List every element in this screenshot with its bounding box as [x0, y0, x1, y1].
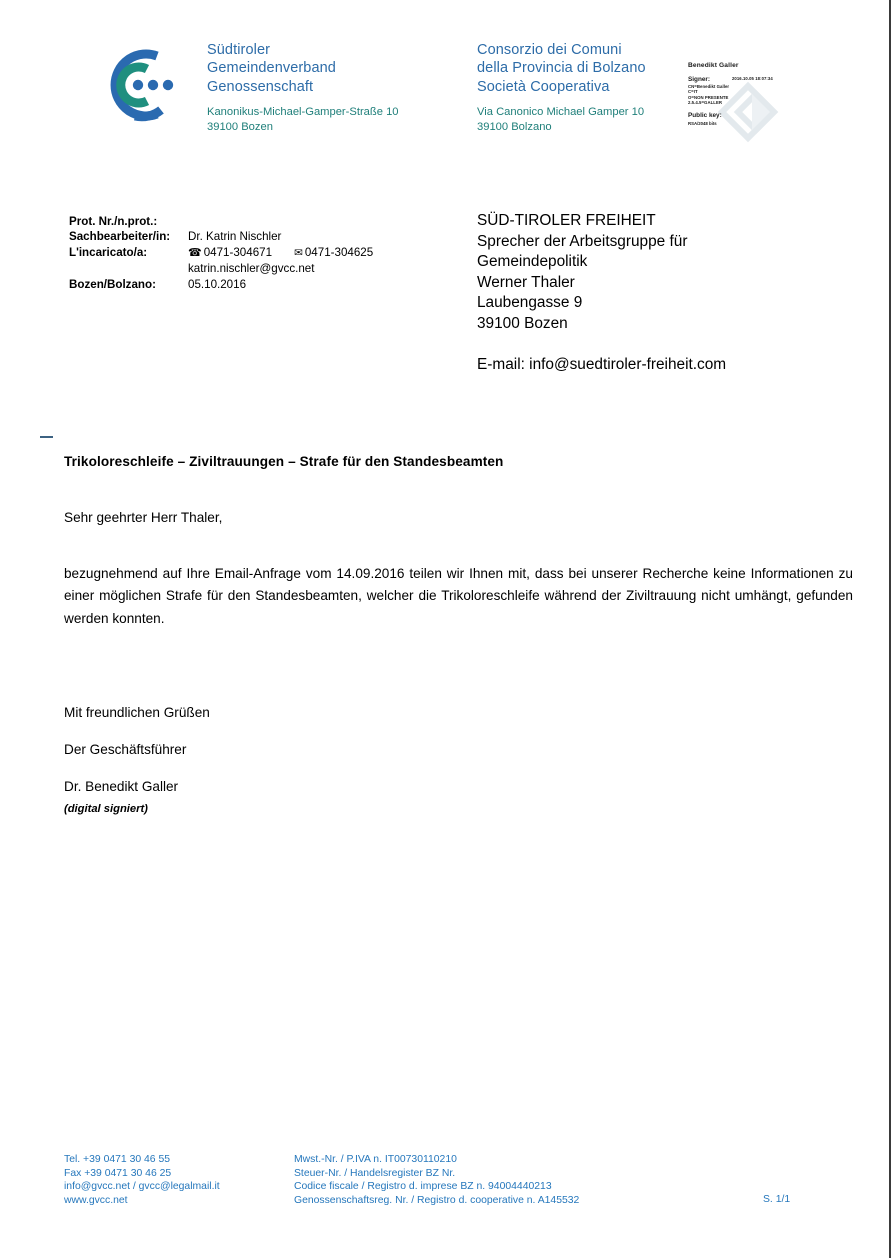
recipient-address-block — [477, 211, 837, 375]
org-name-german — [207, 41, 457, 96]
signature-public-key-label: Public key: — [688, 111, 722, 119]
footer-legal-column — [294, 1153, 579, 1207]
gvcc-arcs-dots-logo-icon — [97, 44, 175, 126]
footer-contact-column — [64, 1153, 220, 1207]
letter-date: 05.10.2016 — [188, 277, 247, 291]
prot-label: Prot. Nr./n.prot.: — [69, 215, 158, 228]
closing-role: Der Geschäftsführer — [64, 742, 187, 757]
telephone-icon: ☎ — [188, 246, 202, 259]
recipient-line-4: Werner Thaler — [477, 273, 575, 291]
letterhead — [0, 0, 891, 180]
signature-public-key-value: RSA/2048 bits — [688, 120, 717, 126]
org-name-italian — [477, 41, 707, 96]
footer-cooperative-register: Genossenschaftsreg. Nr. / Registro d. cooperative n. A145532 — [294, 1194, 580, 1206]
phone-number: 0471-304671 — [203, 245, 273, 259]
closing-greeting: Mit freundlichen Grüßen — [64, 705, 210, 720]
signature-detail-c: C=IT — [688, 89, 698, 95]
org-name-italian-line2: della Provincia di Bolzano — [477, 60, 646, 77]
recipient-email[interactable]: E-mail: info@suedtiroler-freiheit.com — [477, 355, 727, 373]
letter-subject: Trikoloreschleife – Ziviltrauungen – Strafe für den Standesbeamten — [64, 454, 504, 469]
fax-entry — [294, 245, 373, 261]
signature-stamp-text — [688, 62, 793, 126]
reference-row-handler-de — [69, 229, 449, 244]
org-name-german-line2: Gemeindenverband — [207, 60, 336, 77]
recipient-spacer — [477, 335, 837, 355]
handler-email[interactable]: katrin.nischler@gvcc.net — [188, 262, 315, 276]
fax-icon: ✉ — [294, 246, 303, 259]
org-block-italian — [477, 41, 707, 134]
handler-label-german: Sachbearbeiter/in: — [69, 230, 171, 244]
reference-row-email — [69, 261, 449, 276]
org-address-german — [207, 105, 457, 134]
letter-salutation: Sehr geehrter Herr Thaler, — [64, 510, 223, 525]
signature-detail-cn: CN=Benedikt Galler — [688, 84, 730, 89]
footer-fiscal-code: Codice fiscale / Registro d. imprese BZ n. 94004440213 — [294, 1181, 552, 1193]
footer-email[interactable]: info@gvcc.net / gvcc@legalmail.it — [64, 1181, 220, 1193]
signature-signer-label: Signer: — [688, 76, 711, 83]
letter-closing-block — [64, 694, 210, 805]
org-name-italian-line3: Società Cooperativa — [477, 78, 610, 95]
handler-name: Dr. Katrin Nischler — [188, 230, 282, 244]
letter-body-paragraph: bezugnehmend auf Ihre Email-Anfrage vom 14.09.2016 teilen wir Ihnen mit, dass bei unserer Recherche keine Informationen zu einer möglichen Strafe für den Standesbeamten, welcher die Trikoloreschleife während der Ziviltrauung nicht umhängt, gefunden werden konnten. — [64, 566, 853, 626]
recipient-line-3: Gemeindepolitik — [477, 253, 588, 271]
footer-tel: Tel. +39 0471 30 46 55 — [64, 1154, 171, 1165]
org-address-german-city: 39100 Bozen — [207, 120, 273, 133]
reference-row-handler-it — [69, 245, 449, 261]
phone-entry — [188, 245, 272, 261]
place-label: Bozen/Bolzano: — [69, 277, 156, 291]
footer-vat: Mwst.-Nr. / P.IVA n. IT00730110210 — [294, 1154, 457, 1165]
reference-row-prot — [69, 214, 449, 229]
footer-website[interactable]: www.gvcc.net — [64, 1194, 128, 1206]
signature-signer-name: Benedikt Galler — [688, 62, 739, 69]
closing-name: Dr. Benedikt Galler — [64, 779, 179, 794]
footer-tax-register: Steuer-Nr. / Handelsregister BZ Nr. — [294, 1167, 456, 1179]
signature-detail-o: O=NON PRESENTE — [688, 94, 729, 100]
fax-number: 0471-304625 — [304, 245, 374, 259]
reference-row-date — [69, 277, 449, 292]
signature-timestamp: 2016.10.05 18:07:34 — [732, 76, 773, 81]
recipient-line-2: Sprecher der Arbeitsgruppe für — [477, 232, 688, 250]
email-label-spacer — [69, 261, 188, 276]
org-name-german-line1: Südtiroler — [207, 42, 271, 58]
org-address-italian-city: 39100 Bolzano — [477, 120, 552, 133]
digital-signature-stamp — [688, 62, 793, 160]
org-name-italian-line1: Consorzio dei Comuni — [477, 42, 622, 58]
handler-label-italian: L'incaricato/a: — [69, 245, 148, 259]
signature-detail-oid: 2.5.4.5=GALLER — [688, 100, 723, 106]
digitally-signed-note: (digital signiert) — [64, 803, 148, 815]
recipient-line-6: 39100 Bozen — [477, 314, 568, 332]
recipient-line-5: Laubengasse 9 — [477, 294, 583, 312]
org-address-italian — [477, 105, 707, 134]
org-address-german-street: Kanonikus-Michael-Gamper-Straße 10 — [207, 106, 399, 119]
handler-contacts — [188, 245, 373, 261]
org-block-german — [207, 41, 457, 134]
org-name-german-line3: Genossenschaft — [207, 78, 314, 95]
page-number: S. 1/1 — [763, 1194, 791, 1205]
footer-fax: Fax +39 0471 30 46 25 — [64, 1167, 172, 1179]
margin-dash-mark — [40, 436, 53, 438]
recipient-line-1: SÜD-TIROLER FREIHEIT — [477, 212, 656, 229]
org-address-italian-street: Via Canonico Michael Gamper 10 — [477, 106, 645, 119]
reference-block — [69, 214, 449, 292]
